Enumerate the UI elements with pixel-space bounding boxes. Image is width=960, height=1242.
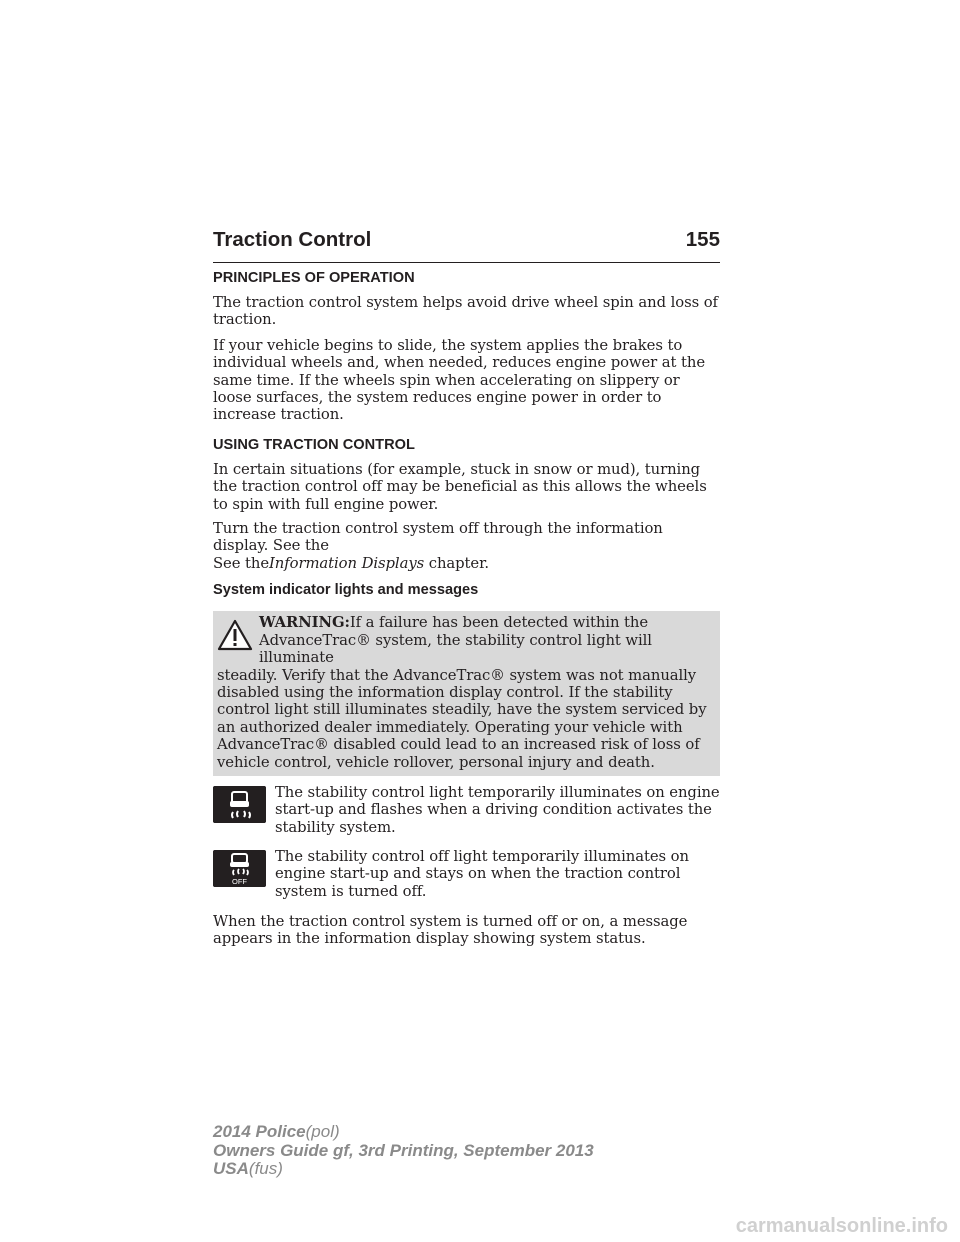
indicator-description: The stability control off light temporarily illuminates on engine start-up and stays on when the traction control system is turned off. bbox=[275, 847, 689, 900]
section-heading-using: USING TRACTION CONTROL bbox=[213, 436, 415, 453]
warning-box bbox=[213, 611, 720, 776]
warning-triangle-icon bbox=[217, 619, 253, 651]
chapter-reference-link[interactable]: Information Displays bbox=[269, 554, 425, 572]
paragraph: In certain situations (for example, stuck in snow or mud), turning the traction control off may be beneficial as this allows the wheels to spin with full engine power. bbox=[213, 460, 707, 513]
paragraph-display-reference: Turn the traction control system off through the information display. See the See theInformation Displays chapter. bbox=[213, 520, 663, 572]
warning-text-rest: steadily. Verify that the AdvanceTrac® system was not manually disabled using the information display control. If the stability control light still illuminates steadily, have the system serviced by an authorized dealer immediately. Operating your vehicle with AdvanceTrac® disabled could lead to an increased risk of loss of vehicle control, vehicle rollover, personal injury and death. bbox=[217, 666, 707, 771]
subsection-heading: System indicator lights and messages bbox=[213, 582, 479, 599]
stability-control-off-icon bbox=[213, 850, 266, 887]
page-number: 155 bbox=[685, 228, 720, 251]
indicator-item bbox=[213, 784, 720, 840]
indicator-item bbox=[213, 848, 720, 904]
off-label: OFF bbox=[232, 876, 247, 886]
paragraph: If your vehicle begins to slide, the system applies the brakes to individual wheels and, when needed, reduces engine power at the same time. If the wheels spin when accelerating on slippery or loose surfaces, the system reduces engine power in order to increase traction. bbox=[213, 336, 706, 424]
warning-text-first: If a failure has been detected within the AdvanceTrac® system, the stability control light will illuminate bbox=[259, 614, 652, 667]
page-footer: 2014 Police(pol) Owners Guide gf, 3rd Printing, September 2013 USA(fus) bbox=[213, 1122, 594, 1179]
closing-paragraph: When the traction control system is turned off or on, a message appears in the information display showing system status. bbox=[213, 912, 688, 948]
chapter-title: Traction Control bbox=[213, 228, 372, 251]
stability-control-icon bbox=[213, 786, 266, 823]
page-content bbox=[213, 268, 720, 955]
warning-label: WARNING: bbox=[259, 614, 350, 632]
page-header bbox=[213, 228, 720, 263]
indicator-description: The stability control light temporarily illuminates on engine start-up and flashes when a driving condition activates the stability system. bbox=[275, 783, 720, 836]
site-watermark: carmanualsonline.info bbox=[735, 1215, 948, 1237]
paragraph: The traction control system helps avoid drive wheel spin and loss of traction. bbox=[213, 294, 718, 329]
section-heading-principles: PRINCIPLES OF OPERATION bbox=[213, 270, 415, 286]
